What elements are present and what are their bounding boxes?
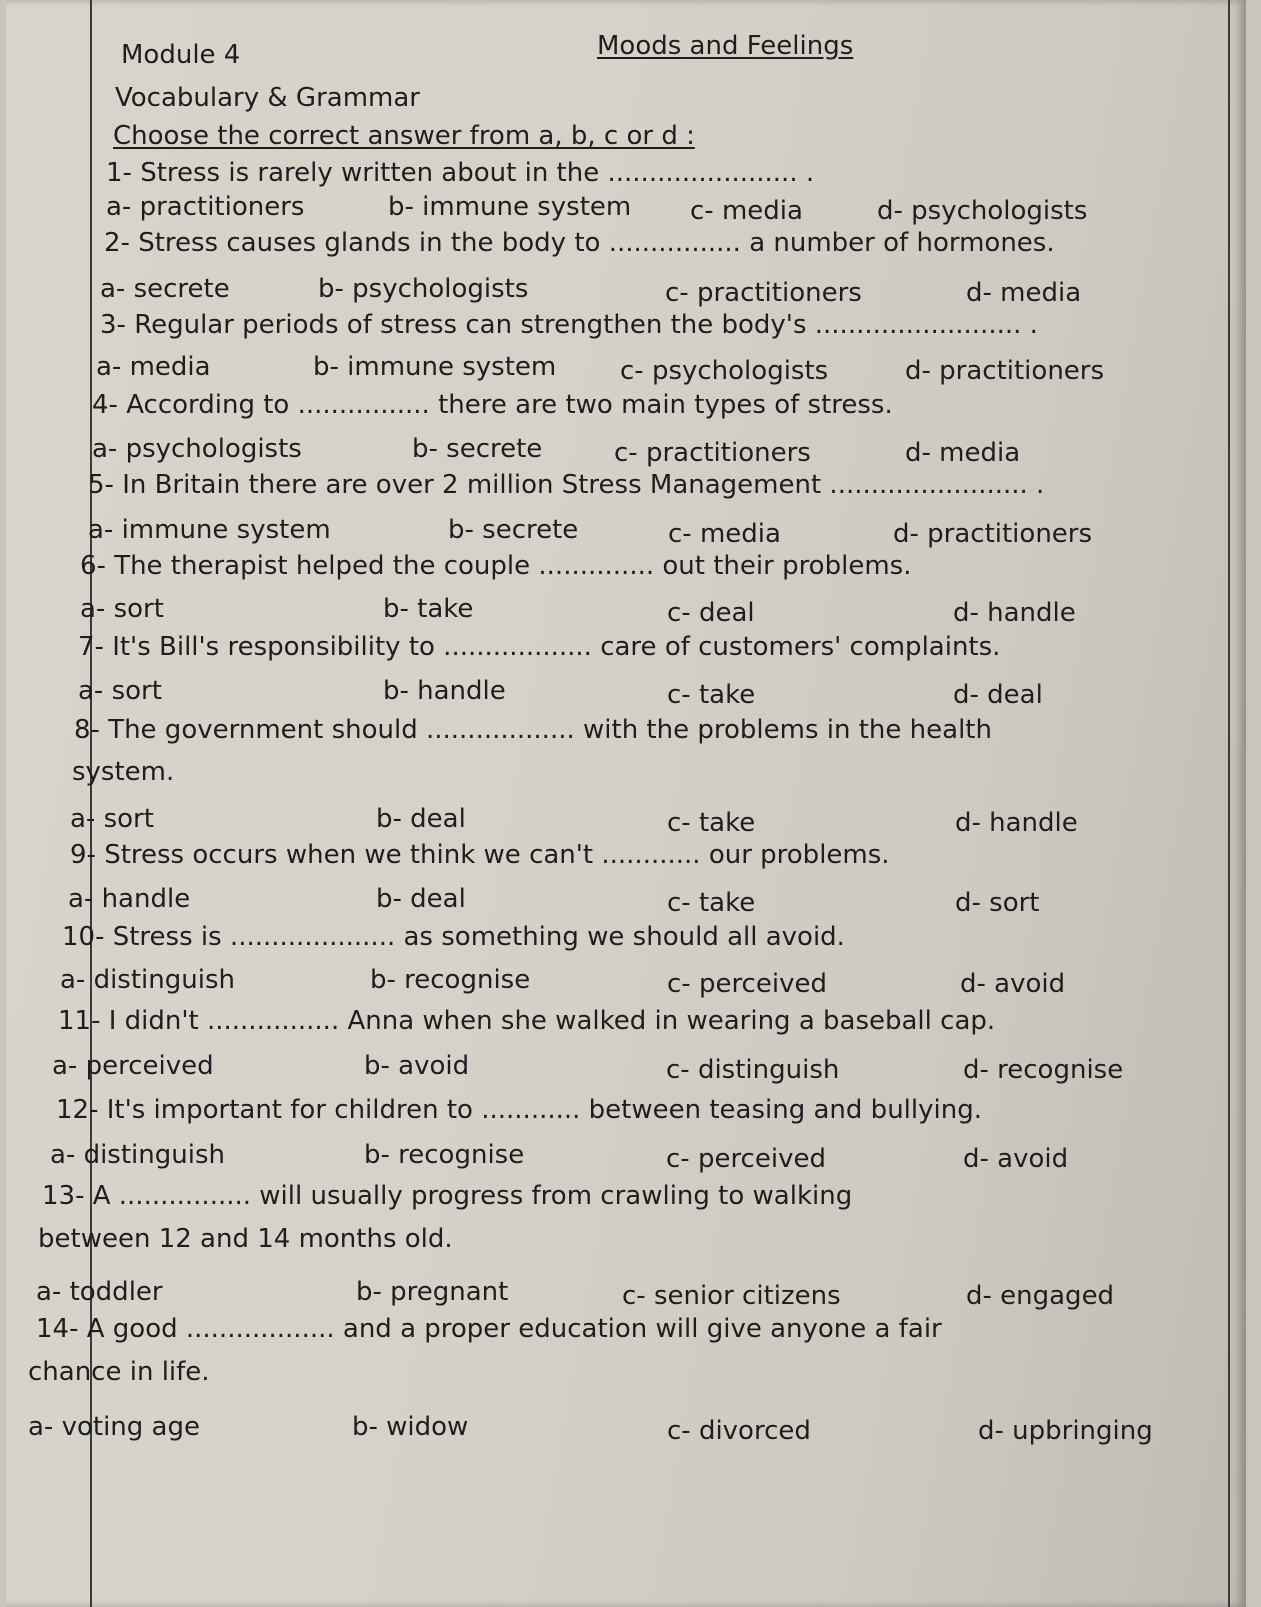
question-11-option-c: c- distinguish [666, 1055, 840, 1085]
question-7-option-a: a- sort [78, 676, 162, 706]
question-1-option-c: c- media [690, 196, 803, 226]
question-2-option-d: d- media [966, 278, 1082, 308]
question-8-option-b: b- deal [376, 804, 466, 834]
question-12-text: 12- It's important for children to ............ between teasing and bullying. [56, 1095, 982, 1125]
question-10-option-c: c- perceived [667, 969, 827, 999]
question-14-text-cont: chance in life. [28, 1357, 210, 1387]
question-9-text: 9- Stress occurs when we think we can't ............ our problems. [70, 840, 890, 870]
question-1-text: 1- Stress is rarely written about in the ....................... . [106, 158, 815, 188]
question-3-text: 3- Regular periods of stress can strengthen the body's ......................... . [100, 310, 1038, 340]
question-3-option-c: c- psychologists [620, 356, 829, 386]
question-9-option-a: a- handle [68, 884, 191, 914]
instruction: Choose the correct answer from a, b, c or d : [113, 121, 695, 151]
question-14-option-a: a- voting age [28, 1412, 200, 1442]
question-8-option-d: d- handle [955, 808, 1078, 838]
question-5-option-c: c- media [668, 519, 781, 549]
question-4-option-c: c- practitioners [614, 438, 811, 468]
question-14-option-d: d- upbringing [978, 1416, 1153, 1446]
question-5-option-b: b- secrete [448, 515, 579, 545]
question-13-option-a: a- toddler [36, 1277, 163, 1307]
question-5-option-d: d- practitioners [893, 519, 1093, 549]
question-8-option-a: a- sort [70, 804, 154, 834]
question-1-option-a: a- practitioners [106, 192, 305, 222]
page-title: Moods and Feelings [597, 31, 854, 61]
question-4-option-a: a- psychologists [92, 434, 302, 464]
section-title: Vocabulary & Grammar [115, 83, 420, 113]
question-10-option-a: a- distinguish [60, 965, 235, 995]
question-8-text-cont: system. [72, 757, 175, 787]
question-14-option-b: b- widow [352, 1412, 469, 1442]
question-6-option-c: c- deal [667, 598, 755, 628]
question-2-option-c: c- practitioners [665, 278, 862, 308]
question-13-option-b: b- pregnant [356, 1277, 509, 1307]
question-4-text: 4- According to ................ there are two main types of stress. [92, 390, 893, 420]
question-10-text: 10- Stress is .................... as something we should all avoid. [62, 922, 845, 952]
question-3-option-d: d- practitioners [905, 356, 1105, 386]
question-1-option-b: b- immune system [388, 192, 632, 222]
question-6-option-d: d- handle [953, 598, 1076, 628]
question-7-option-d: d- deal [953, 680, 1043, 710]
question-13-option-c: c- senior citizens [622, 1281, 841, 1311]
question-1-option-d: d- psychologists [877, 196, 1088, 226]
question-14-text: 14- A good .................. and a proper education will give anyone a fair [36, 1314, 942, 1344]
question-8-text: 8- The government should .................. with the problems in the health [74, 715, 992, 745]
question-11-option-d: d- recognise [963, 1055, 1124, 1085]
question-7-option-b: b- handle [383, 676, 506, 706]
question-7-option-c: c- take [667, 680, 756, 710]
question-3-option-a: a- media [96, 352, 211, 382]
question-2-text: 2- Stress causes glands in the body to ................ a number of hormones. [104, 228, 1055, 258]
question-6-option-a: a- sort [80, 594, 164, 624]
question-9-option-b: b- deal [376, 884, 466, 914]
question-10-option-b: b- recognise [370, 965, 531, 995]
question-8-option-c: c- take [667, 808, 756, 838]
question-6-text: 6- The therapist helped the couple .............. out their problems. [80, 551, 912, 581]
question-10-option-d: d- avoid [960, 969, 1066, 999]
question-6-option-b: b- take [383, 594, 474, 624]
question-13-option-d: d- engaged [966, 1281, 1115, 1311]
question-12-option-a: a- distinguish [50, 1140, 225, 1170]
question-12-option-c: c- perceived [666, 1144, 826, 1174]
question-7-text: 7- It's Bill's responsibility to .................. care of customers' complaints. [78, 632, 1001, 662]
question-5-text: 5- In Britain there are over 2 million Stress Management ........................ . [88, 470, 1045, 500]
question-3-option-b: b- immune system [313, 352, 557, 382]
question-2-option-a: a- secrete [100, 274, 230, 304]
question-2-option-b: b- psychologists [318, 274, 529, 304]
module-label: Module 4 [121, 40, 241, 70]
question-13-text-cont: between 12 and 14 months old. [38, 1224, 453, 1254]
question-5-option-a: a- immune system [88, 515, 331, 545]
question-4-option-b: b- secrete [412, 434, 543, 464]
question-13-text: 13- A ................ will usually progress from crawling to walking [42, 1181, 853, 1211]
question-11-text: 11- I didn't ................ Anna when she walked in wearing a baseball cap. [58, 1006, 996, 1036]
question-11-option-a: a- perceived [52, 1051, 214, 1081]
question-14-option-c: c- divorced [667, 1416, 811, 1446]
question-9-option-d: d- sort [955, 888, 1040, 918]
question-9-option-c: c- take [667, 888, 756, 918]
question-12-option-b: b- recognise [364, 1140, 525, 1170]
question-4-option-d: d- media [905, 438, 1021, 468]
question-12-option-d: d- avoid [963, 1144, 1069, 1174]
question-11-option-b: b- avoid [364, 1051, 470, 1081]
